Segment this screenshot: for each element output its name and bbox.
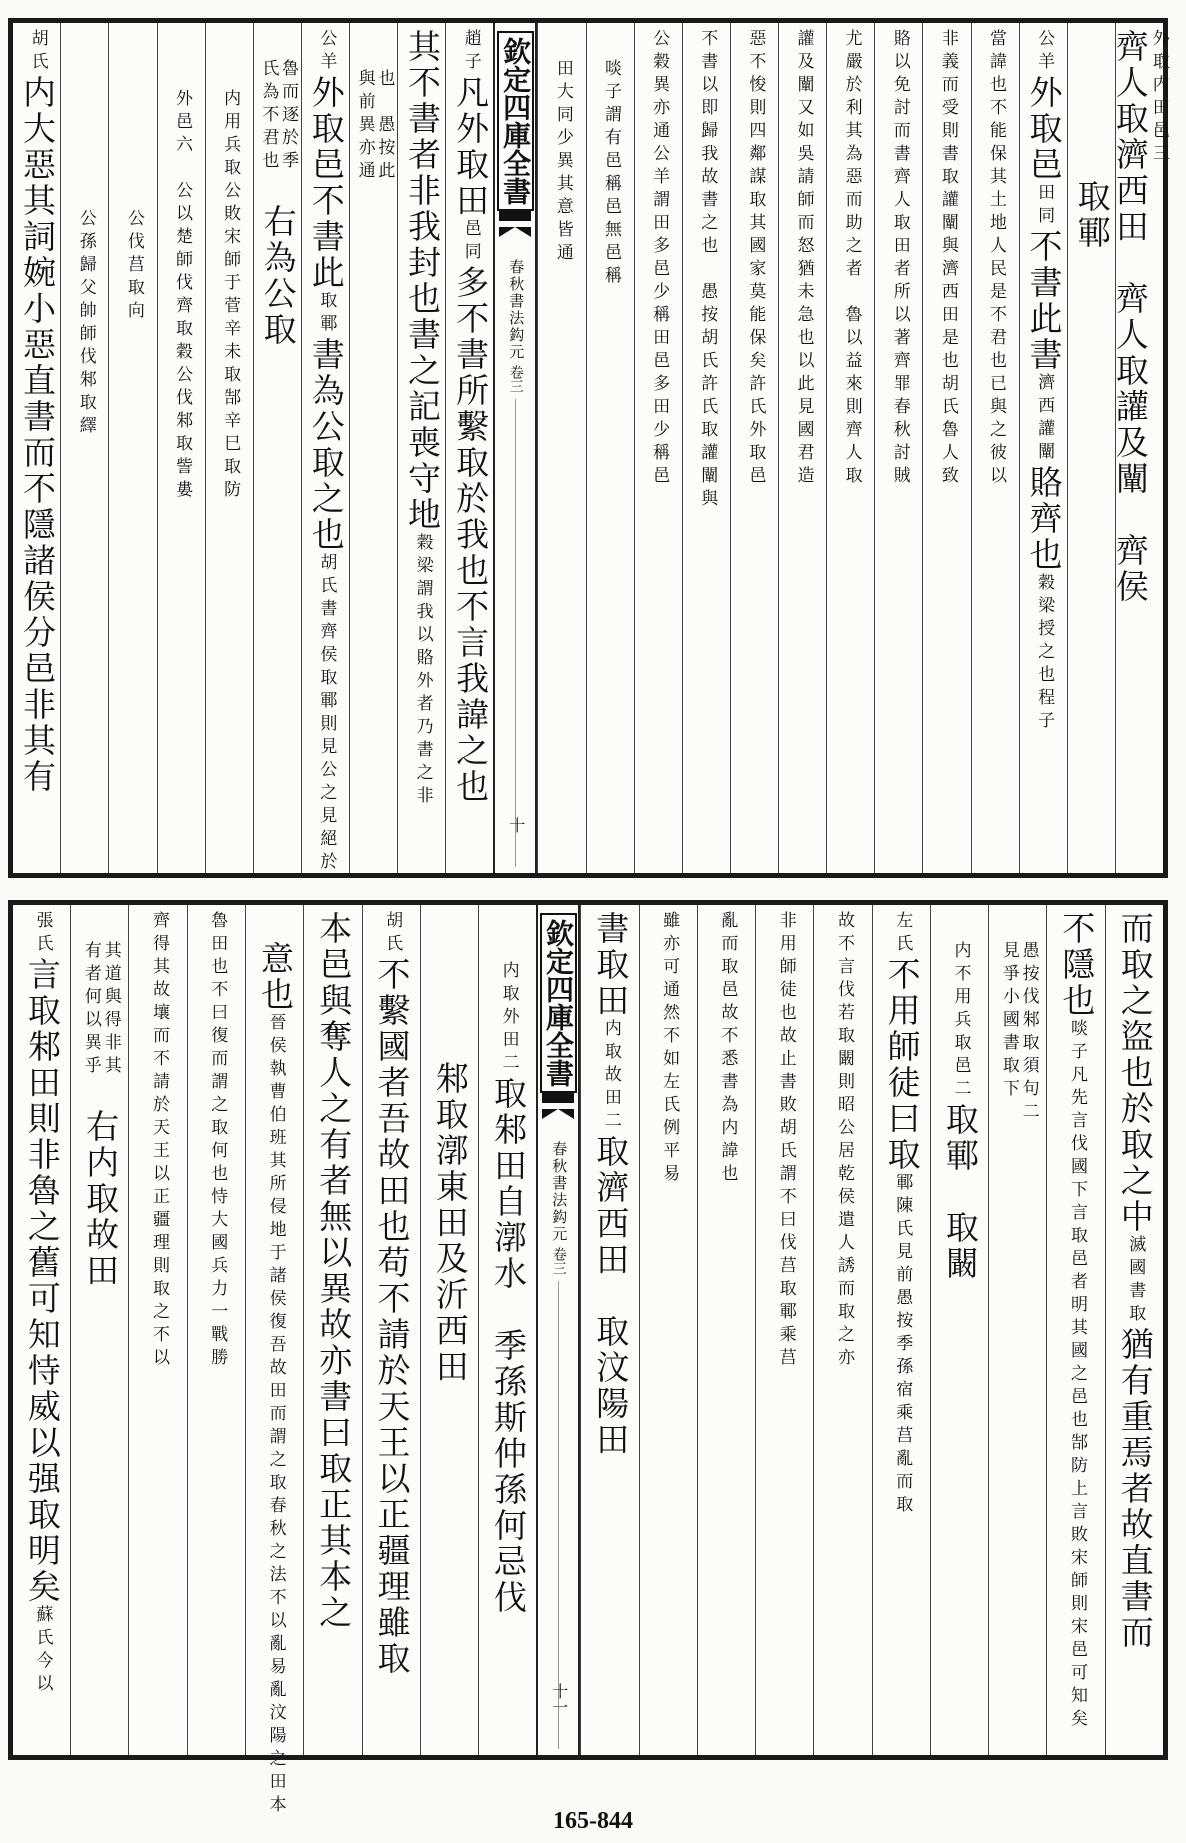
text-column: [1067, 23, 1115, 873]
volume-label: 卷三: [550, 1247, 567, 1275]
annotation: 公穀異亦通公羊謂田多邑少稱田邑多田少稱邑: [649, 29, 670, 489]
main-text: 不繫國者吾故田也苟不請於天王以正疆理雖取: [372, 957, 412, 1677]
annotation: 故不言伐若取闞則昭公居乾侯遣人誘而取之亦: [833, 911, 854, 1371]
text-column: [826, 23, 874, 873]
text-column: [253, 23, 301, 873]
text-column: [930, 905, 988, 1755]
main-text: 外取邑: [1024, 75, 1064, 183]
annotation: 外邑六 公以楚師伐齊取穀公伐邾取訾婁: [171, 89, 192, 503]
text-column: [362, 905, 420, 1755]
main-text: 取鄆 取闞: [940, 1102, 980, 1282]
annotation: 啖子謂有邑稱邑無邑稱: [600, 59, 621, 289]
center-fold: [493, 23, 537, 873]
annotation: 氏為不君也: [258, 59, 279, 174]
annotation: 蘇氏今以: [32, 1605, 53, 1697]
center-fold: [536, 905, 580, 1755]
text-column: [682, 23, 730, 873]
main-text: 意也: [255, 941, 295, 1013]
page-footer: 165-844: [553, 1808, 633, 1834]
text-column: [778, 23, 826, 873]
work-title: 春秋書法鈎元: [507, 259, 526, 361]
annotation: 外取内田邑三: [1148, 29, 1169, 167]
text-column: [580, 905, 638, 1755]
upper-page: [8, 18, 1168, 878]
main-text: 猶有重焉者故直書而: [1115, 1327, 1155, 1651]
text-column: [349, 23, 397, 873]
text-column: [478, 905, 536, 1755]
annotation: 趙子: [460, 29, 481, 75]
annotation: 晉侯執曹伯班其所侵地于諸侯復吾故田而謂之取春秋之法不以亂易亂汶陽之田本: [265, 1013, 286, 1818]
annotation: 魯而逐於季: [278, 59, 299, 174]
text-column: [697, 905, 755, 1755]
fold-line: [515, 399, 516, 867]
book-title: 欽定四庫全書: [540, 913, 577, 1093]
text-column: [634, 23, 682, 873]
text-column: [108, 23, 156, 873]
main-text: 邾取漷東田及沂西田: [430, 1061, 470, 1385]
text-column: [1046, 905, 1104, 1755]
main-text: 書為公取之也: [306, 337, 346, 553]
text-column: [872, 905, 930, 1755]
main-text: 不用師徒曰取: [882, 957, 922, 1173]
book-title: 欽定四庫全書: [497, 31, 534, 211]
text-column: [70, 905, 128, 1755]
annotation: 張氏: [32, 911, 53, 957]
text-column: [301, 23, 349, 873]
text-column: [730, 23, 778, 873]
annotation: 讙及闡又如吳請師而怒猶未急也以此見國君造: [793, 29, 814, 489]
annotation: 也 愚按此: [374, 69, 395, 184]
annotation: 公羊: [1034, 29, 1055, 75]
main-text: 齊人取濟西田 齊人取讙及闡 齊侯: [1110, 29, 1150, 605]
main-text: 取鄆: [1072, 179, 1112, 251]
text-column: [537, 23, 585, 873]
work-title: 春秋書法鈎元: [550, 1141, 569, 1243]
annotation: 公伐莒取向: [123, 209, 144, 324]
annotation: 非用師徒也故止書敗胡氏謂不曰伐莒取鄆乘莒: [775, 911, 796, 1371]
annotation: 内不用兵取邑二: [950, 941, 971, 1102]
main-text: 書取田: [591, 911, 631, 1019]
annotation: 胡氏: [382, 911, 403, 957]
text-column: [874, 23, 922, 873]
main-text: 言取邾田則非魯之舊可知恃威以强取明矣: [22, 957, 62, 1605]
annotation: 鄆陳氏見前: [892, 1173, 913, 1288]
annotation: 田大同少異其意皆通: [552, 59, 573, 266]
annotation: 田同: [1034, 183, 1055, 229]
volume-label: 卷三: [507, 365, 524, 393]
annotation: 濟西讙闡: [1034, 373, 1055, 465]
annotation: 雖亦可通然不如左氏例平易: [659, 911, 680, 1187]
annotation: 與前異亦通: [354, 69, 375, 184]
annotation: 愚按伐邾取須句二: [1018, 941, 1039, 1125]
annotation: 亂而取邑故不悉書為内諱也: [717, 911, 738, 1187]
page-number: 十一: [549, 1683, 569, 1715]
main-text: 而取之盜也於取之中: [1115, 911, 1155, 1235]
annotation: 公孫歸父帥師伐邾取繹: [75, 209, 96, 439]
annotation: 胡氏: [27, 29, 48, 75]
text-column: [813, 905, 871, 1755]
annotation: 有者何以異乎: [80, 941, 101, 1079]
main-text: 右内取故田: [81, 1109, 121, 1289]
annotation: 内取故田二: [600, 1019, 621, 1134]
text-column: [922, 23, 970, 873]
main-text: 外取邑不書此: [306, 75, 346, 291]
annotation: 愚按季孫宿乘莒亂而取: [892, 1288, 913, 1518]
text-column: [755, 905, 813, 1755]
text-column: [157, 23, 205, 873]
main-text: 取邾田自漷水 季孫斯仲孫何忌伐: [489, 1076, 529, 1616]
text-column: [586, 23, 634, 873]
annotation: 非義而受則書取讙闡與濟西田是也胡氏魯人致: [937, 29, 958, 489]
main-text: 凡外取田: [451, 75, 491, 219]
main-text: 内大惡其詞婉小惡直書而不隱諸侯分邑非其有: [18, 75, 57, 795]
text-column: [60, 23, 108, 873]
annotation: 左氏: [892, 911, 913, 957]
main-text: 本邑與奪人之有者無以異故亦書曰取正其本之: [314, 911, 354, 1631]
lower-page: [8, 900, 1168, 1818]
annotation: 公羊: [316, 29, 337, 75]
annotation: 取鄆: [316, 291, 337, 337]
text-column: [205, 23, 253, 873]
main-text: 取濟西田 取汶陽田: [591, 1134, 631, 1458]
fold-line: [558, 1281, 559, 1749]
page-number: 十: [506, 817, 526, 833]
annotation: 内用兵取公敗宋師于菅辛未取郜辛巳取防: [220, 89, 241, 503]
text-column: [397, 23, 445, 873]
main-text: 不書此書: [1024, 229, 1064, 373]
text-column: [1110, 23, 1169, 873]
fishtail-mark: [542, 1109, 574, 1119]
annotation: 邑同: [460, 219, 481, 265]
annotation: 啖子凡先言伐國下言取邑者明其國之邑也郜防上言敗宋師則宋邑可知矣: [1067, 1019, 1088, 1732]
text-column: [420, 905, 478, 1755]
text-column: [1105, 905, 1163, 1755]
text-column: [988, 905, 1046, 1755]
annotation: 不書以即歸我故書之也 愚按胡氏許氏取讙闡與: [697, 29, 718, 512]
text-column: [445, 23, 493, 873]
fishtail-mark: [542, 1093, 574, 1103]
annotation: 見爭小國書取下: [998, 941, 1019, 1102]
annotation: 滅國書取: [1125, 1235, 1146, 1327]
annotation: 尤嚴於利其為惡而助之者 魯以益來則齊人取: [841, 29, 862, 489]
fishtail-mark: [499, 227, 531, 237]
main-text: 其不書者非我封也書之記喪守地: [403, 29, 442, 533]
annotation: 穀梁授之也程子: [1034, 573, 1055, 734]
text-column: [1019, 23, 1067, 873]
annotation: 齊得其故壤而不請於天王以正疆理則取之不以: [149, 911, 170, 1371]
text-column: [187, 905, 245, 1755]
annotation: 魯田也不曰復而謂之取何也恃大國兵力一戰勝: [207, 911, 228, 1371]
text-column: [128, 905, 186, 1755]
text-column: [13, 23, 60, 873]
text-column: [13, 905, 70, 1755]
annotation: 胡氏書齊侯取鄆則見公之見絕於: [316, 553, 337, 875]
annotation: 穀梁謂我以賂外者乃書之非: [412, 533, 433, 809]
fishtail-mark: [499, 211, 531, 221]
annotation: 當諱也不能保其土地人民是不君也已與之彼以: [985, 29, 1006, 489]
annotation: 惡不悛則四鄰謀取其國家莫能保矣許氏外取邑: [745, 29, 766, 489]
main-text: 不隱也: [1057, 911, 1097, 1019]
text-column: [971, 23, 1019, 873]
annotation: 賂以免討而書齊人取田者所以著齊罪春秋討賊: [889, 29, 910, 489]
text-column: [245, 905, 303, 1818]
annotation: 其道與得非其: [100, 941, 121, 1079]
main-text: 右為公取: [258, 204, 298, 348]
text-column: [303, 905, 361, 1755]
main-text: 賂齊也: [1024, 465, 1064, 573]
annotation: 内取外田二: [498, 961, 519, 1076]
text-column: [639, 905, 697, 1755]
main-text: 多不書所繫取於我也不言我諱之也: [451, 265, 491, 805]
